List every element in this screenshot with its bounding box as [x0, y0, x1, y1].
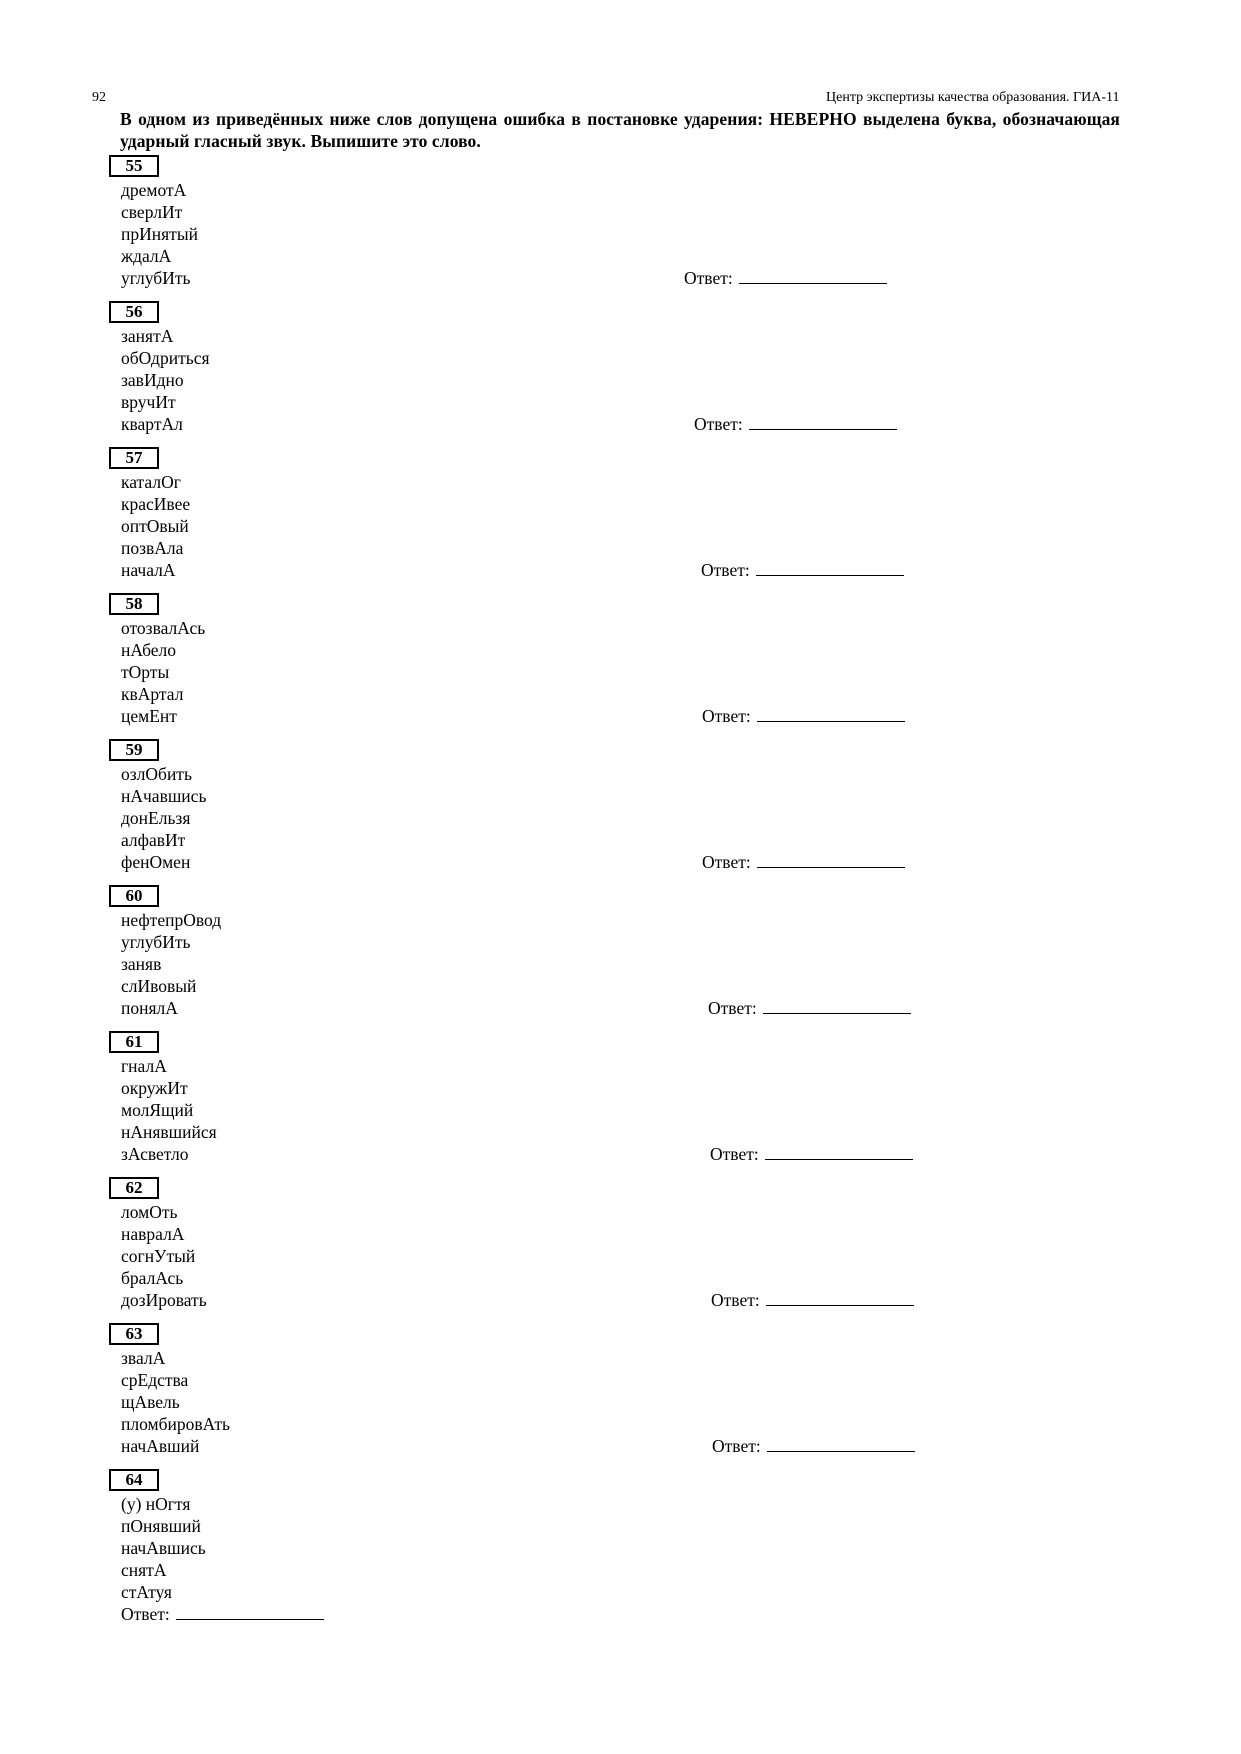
task-number: 64 — [109, 1469, 159, 1491]
answer-label: Ответ: — [702, 706, 751, 726]
answer-option: оптОвый — [121, 516, 189, 536]
answer-blank[interactable] — [739, 269, 887, 284]
answer-option: цемЕнт — [121, 706, 177, 726]
answer-option: квАртал — [121, 684, 184, 704]
answer-label: Ответ: — [712, 1436, 761, 1456]
answer-option: стАтуя — [121, 1582, 172, 1602]
answer-option: окружИт — [121, 1078, 188, 1098]
answer-option: слИвовый — [121, 976, 197, 996]
answer-option: молЯщий — [121, 1100, 194, 1120]
answer-field[interactable] — [121, 1604, 324, 1624]
answer-option: красИвее — [121, 494, 191, 514]
answer-label: Ответ: — [708, 998, 757, 1018]
answer-option: занятА — [121, 326, 174, 346]
task-number: 56 — [109, 301, 159, 323]
answer-blank[interactable] — [765, 1145, 913, 1160]
answer-option: снятА — [121, 1560, 167, 1580]
answer-label: Ответ: — [694, 414, 743, 434]
answer-option: отозвалАсь — [121, 618, 206, 638]
answer-option: срЕдства — [121, 1370, 189, 1390]
answer-option: ждалА — [121, 246, 172, 266]
instruction-text: В одном из приведённых ниже слов допущена ошибка в постановке ударения: НЕВЕРНО выделена буква, обозначающая ударный гласный звук. Выпишите это слово. — [120, 109, 1120, 151]
task-number: 63 — [109, 1323, 159, 1345]
task-number: 62 — [109, 1177, 159, 1199]
answer-option: вручИт — [121, 392, 176, 412]
answer-option: нефтепрОвод — [121, 910, 222, 930]
answer-blank[interactable] — [767, 1437, 915, 1452]
answer-option: завИдно — [121, 370, 184, 390]
answer-label: Ответ: — [121, 1604, 170, 1624]
answer-field[interactable] — [701, 560, 904, 580]
answer-option: нАбело — [121, 640, 177, 660]
answer-option: позвАла — [121, 538, 184, 558]
answer-blank[interactable] — [756, 561, 904, 576]
answer-label: Ответ: — [710, 1144, 759, 1164]
answer-option: углубИть — [121, 268, 191, 288]
answer-option: пломбировАть — [121, 1414, 231, 1434]
task-number: 60 — [109, 885, 159, 907]
task-number: 58 — [109, 593, 159, 615]
answer-label: Ответ: — [711, 1290, 760, 1310]
answer-field[interactable] — [708, 998, 911, 1018]
answer-option: дремотА — [121, 180, 187, 200]
answer-option: гналА — [121, 1056, 167, 1076]
answer-option: сверлИт — [121, 202, 183, 222]
answer-field[interactable] — [712, 1436, 915, 1456]
answer-option: нАчавшись — [121, 786, 207, 806]
task-number: 59 — [109, 739, 159, 761]
answer-field[interactable] — [710, 1144, 913, 1164]
answer-label: Ответ: — [684, 268, 733, 288]
answer-option: понялА — [121, 998, 178, 1018]
answer-blank[interactable] — [757, 707, 905, 722]
task-number: 55 — [109, 155, 159, 177]
answer-field[interactable] — [684, 268, 887, 288]
answer-field[interactable] — [694, 414, 897, 434]
answer-blank[interactable] — [757, 853, 905, 868]
answer-option: фенОмен — [121, 852, 191, 872]
answer-field[interactable] — [702, 852, 905, 872]
answer-blank[interactable] — [749, 415, 897, 430]
answer-option: начАвший — [121, 1436, 200, 1456]
answer-blank[interactable] — [176, 1605, 324, 1620]
answer-option: углубИть — [121, 932, 191, 952]
answer-option: согнУтый — [121, 1246, 196, 1266]
answer-option: дозИровать — [121, 1290, 207, 1310]
answer-blank[interactable] — [763, 999, 911, 1014]
answer-option: тОрты — [121, 662, 170, 682]
page-number: 92 — [92, 90, 106, 105]
answer-option: прИнятый — [121, 224, 198, 244]
answer-label: Ответ: — [702, 852, 751, 872]
task-number: 57 — [109, 447, 159, 469]
answer-option: началА — [121, 560, 176, 580]
answer-blank[interactable] — [766, 1291, 914, 1306]
answer-option: квартАл — [121, 414, 183, 434]
answer-option: ломОть — [121, 1202, 178, 1222]
answer-option: озлОбить — [121, 764, 192, 784]
answer-option: бралАсь — [121, 1268, 184, 1288]
answer-option: звалА — [121, 1348, 166, 1368]
answer-option: навралА — [121, 1224, 185, 1244]
answer-option: пОнявший — [121, 1516, 201, 1536]
header-title: Центр экспертизы качества образования. ГИА-11 — [826, 90, 1120, 105]
answer-option: обОдриться — [121, 348, 210, 368]
answer-option: донЕльзя — [121, 808, 191, 828]
answer-label: Ответ: — [701, 560, 750, 580]
answer-option: нАнявшийся — [121, 1122, 217, 1142]
answer-option: начАвшись — [121, 1538, 206, 1558]
answer-option: каталОг — [121, 472, 181, 492]
answer-field[interactable] — [711, 1290, 914, 1310]
answer-option: зАсветло — [121, 1144, 189, 1164]
answer-option: (у) нОгтя — [121, 1494, 191, 1514]
answer-field[interactable] — [702, 706, 905, 726]
answer-option: алфавИт — [121, 830, 186, 850]
answer-option: щАвель — [121, 1392, 180, 1412]
answer-option: заняв — [121, 954, 162, 974]
task-number: 61 — [109, 1031, 159, 1053]
